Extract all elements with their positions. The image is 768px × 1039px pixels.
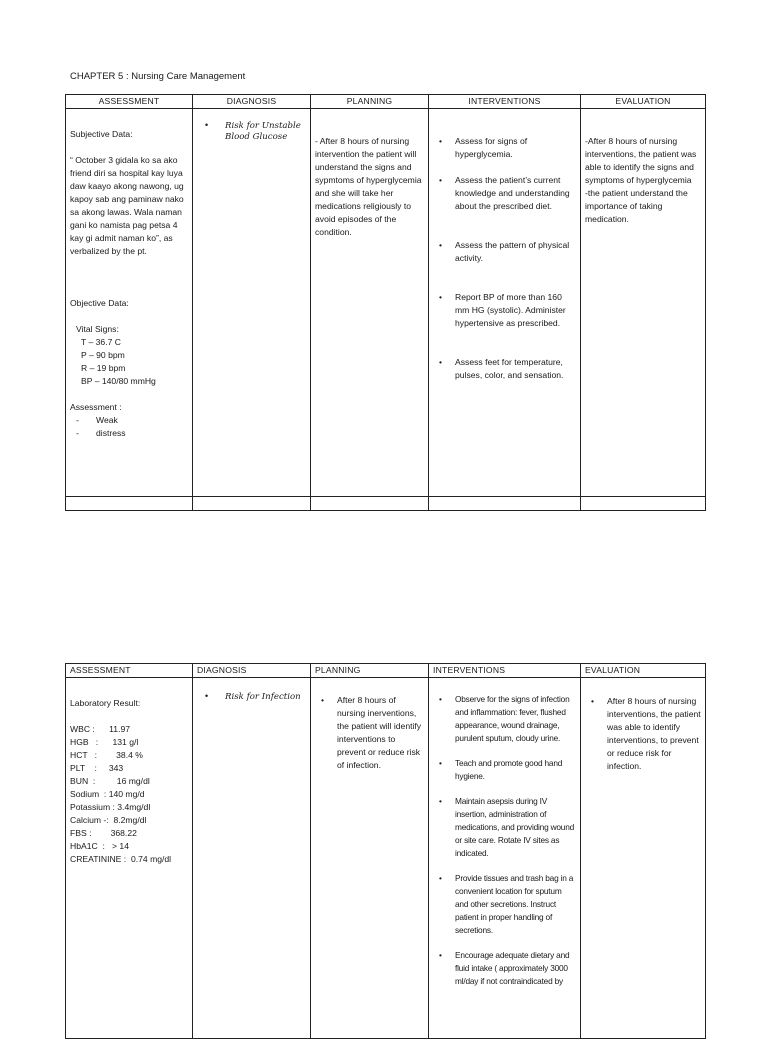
evaluation-text: • After 8 hours of nursing interventions, the patient was able to identify interventions, to prevent or reduce risk for infection.: [585, 695, 701, 773]
header-evaluation: EVALUATION: [581, 95, 706, 109]
lab-result: CREATININE : 0.74 mg/dl: [70, 854, 172, 864]
intervention-item: • Assess for signs of hyperglycemia.: [433, 135, 576, 161]
header-diagnosis: DIAGNOSIS: [193, 664, 311, 678]
lab-label: Laboratory Result:: [70, 698, 141, 708]
evaluation-cell: [581, 678, 706, 1039]
lab-result: HGB : 131 g/l: [70, 737, 139, 747]
diagnosis-cell: [193, 109, 311, 497]
evaluation-text: -After 8 hours of nursing interventions, the patient was able to identify the signs and symptoms of hyperglycemia: [585, 136, 697, 185]
diagnosis-cell: [193, 678, 311, 1039]
objective-label: Objective Data:: [70, 298, 129, 308]
lab-result: Calcium -: 8.2mg/dl: [70, 815, 147, 825]
lab-result: Potassium : 3.4mg/dl: [70, 802, 151, 812]
header-planning: PLANNING: [311, 95, 429, 109]
lab-result: HbA1C : > 14: [70, 841, 129, 851]
header-assessment: ASSESSMENT: [66, 95, 193, 109]
subjective-text: “ October 3 gidala ko sa ako friend diri sa hospital kay luya daw kaayo akong nawong, ug kapoy sab ang paminaw nako sa akong lawas. Wala naman gani ko namista pag petsa 4 kay gi admit naman ko”, as verbalized by the pt.: [70, 155, 184, 256]
lab-result: Sodium : 140 mg/d: [70, 789, 145, 799]
planning-cell: [311, 109, 429, 497]
evaluation-cell: [581, 109, 706, 497]
table-row-empty: [66, 497, 706, 511]
vital-signs-label: Vital Signs:: [76, 324, 119, 334]
subjective-label: Subjective Data:: [70, 129, 133, 139]
header-evaluation: EVALUATION: [581, 664, 706, 678]
intervention-item: • Maintain asepsis during IV insertion, administration of medications, and providing wound or site care. Rotate IV sites as indicated.: [433, 795, 576, 860]
planning-cell: [311, 678, 429, 1039]
intervention-item: • Encourage adequate dietary and fluid intake ( approximately 3000 ml/day if not contraindicated by: [433, 949, 576, 988]
evaluation-text: -the patient understand the importance of taking medication.: [585, 188, 688, 224]
intervention-item: • Assess the pattern of physical activity.: [433, 239, 576, 265]
interventions-cell: [429, 678, 581, 1039]
assessment-label: Assessment :: [70, 402, 122, 412]
vital-resp: R – 19 bpm: [81, 363, 126, 373]
lab-result: FBS : 368.22: [70, 828, 137, 838]
intervention-item: • Teach and promote good hand hygiene.: [433, 757, 576, 783]
care-plan-table-1: [65, 94, 706, 511]
chapter-title: CHAPTER 5 : Nursing Care Management: [70, 71, 246, 82]
interventions-cell: [429, 109, 581, 497]
intervention-item: • Observe for the signs of infection and inflammation: fever, flushed appearance, wound drainage, purulent sputum, cloudy urine.: [433, 693, 576, 745]
planning-text: - After 8 hours of nursing intervention the patient will understand the signs and sypmtoms of hyperglycemia and she will take her medications religiously to avoid episodes of the condition.: [315, 136, 422, 237]
assessment-item: - Weak: [76, 415, 118, 425]
lab-result: WBC : 11.97: [70, 724, 131, 734]
vital-bp: BP – 140/80 mmHg: [81, 376, 156, 386]
header-interventions: INTERVENTIONS: [429, 664, 581, 678]
assessment-item: - distress: [76, 428, 126, 438]
vital-temp: T – 36.7 C: [81, 337, 121, 347]
planning-text: • After 8 hours of nursing inerventions, the patient will identify interventions to prevent or reduce risk of infection.: [315, 694, 424, 772]
header-interventions: INTERVENTIONS: [429, 95, 581, 109]
table-row: [66, 109, 706, 497]
intervention-item: • Assess feet for temperature, pulses, color, and sensation.: [433, 356, 576, 382]
header-diagnosis: DIAGNOSIS: [193, 95, 311, 109]
diagnosis-text: • Risk for Unstable Blood Glucose: [199, 121, 306, 143]
table-row: [66, 678, 706, 1039]
assessment-cell: [66, 109, 193, 497]
header-planning: PLANNING: [311, 664, 429, 678]
lab-result: PLT : 343: [70, 763, 124, 773]
table-header-row: [66, 95, 706, 109]
diagnosis-text: • Risk for Infection: [199, 692, 306, 703]
intervention-item: • Assess the patient’s current knowledge and understanding about the prescribed diet.: [433, 174, 576, 213]
care-plan-table-2: [65, 663, 706, 1039]
lab-result: BUN : 16 mg/dl: [70, 776, 150, 786]
vital-pulse: P – 90 bpm: [81, 350, 125, 360]
lab-result: HCT : 38.4 %: [70, 750, 143, 760]
intervention-item: • Provide tissues and trash bag in a convenient location for sputum and other secretions. Instruct patient in proper handling of secretions.: [433, 872, 576, 937]
assessment-cell: [66, 678, 193, 1039]
header-assessment: ASSESSMENT: [66, 664, 193, 678]
intervention-item: • Report BP of more than 160 mm HG (systolic). Administer hypertensive as prescribed.: [433, 291, 576, 330]
table-header-row: [66, 664, 706, 678]
